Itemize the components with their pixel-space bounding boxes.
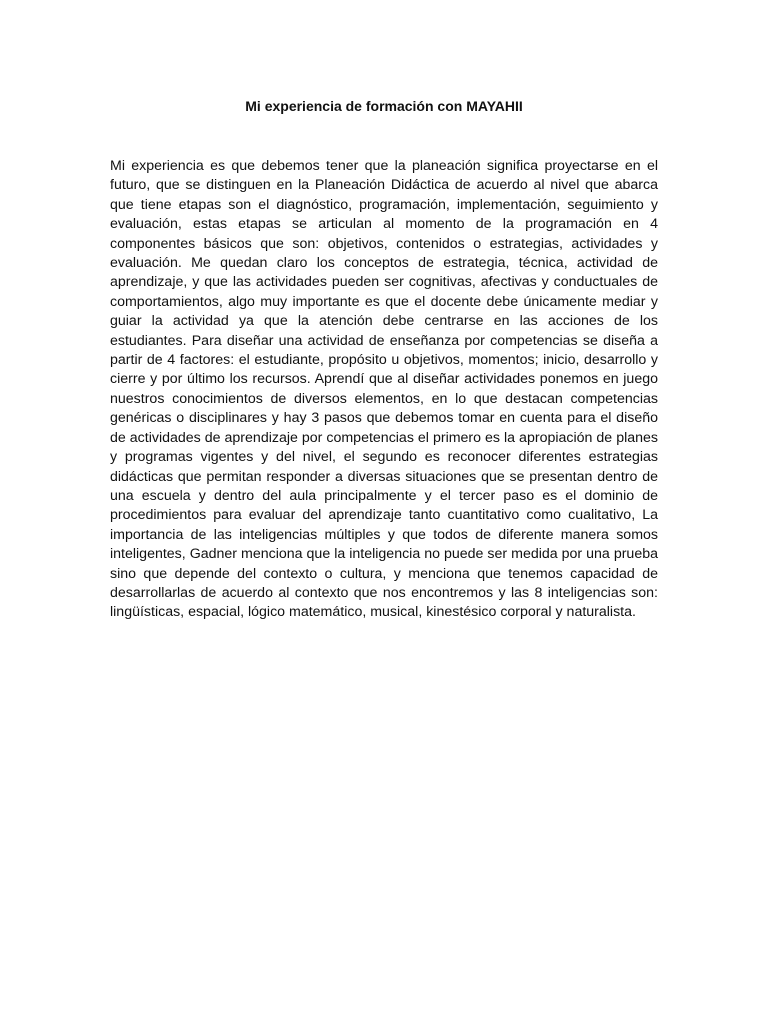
document-body-paragraph: Mi experiencia es que debemos tener que la planeación significa proyectarse en el futuro, que se distinguen en la Planeación Didáctica de acuerdo al nivel que abarca que tiene etapas son el diagnóstico, programación, implementación, seguimiento y evaluación, estas etapas se articulan al momento de la programación en 4 componentes básicos que son: objetivos, contenidos o estrategias, actividades y evaluación. Me quedan claro los conceptos de estrategia, técnica, actividad de aprendizaje, y que las actividades pueden ser cognitivas, afectivas y conductuales de comportamientos, algo muy importante es que el docente debe únicamente mediar y guiar la actividad ya que la atención debe centrarse en las acciones de los estudiantes. Para diseñar una actividad de enseñanza por competencias se diseña a partir de 4 factores: el estudiante, propósito u objetivos, momentos; inicio, desarrollo y cierre y por último los recursos. Aprendí que al diseñar actividades ponemos en juego nuestros conocimientos de diversos elementos, en lo que destacan competencias genéricas o disciplinares y hay 3 pasos que debemos tomar en cuenta para el diseño de actividades de aprendizaje por competencias el primero es la apropiación de planes y programas vigentes y del nivel, el segundo es reconocer diferentes estrategias didácticas que permitan responder a diversas situaciones que se presentan dentro de una escuela y dentro del aula principalmente y el tercer paso es el dominio de procedimientos para evaluar del aprendizaje tanto cuantitativo como cualitativo, La importancia de las inteligencias múltiples y que todos de diferente manera somos inteligentes, Gadner menciona que la inteligencia no puede ser medida por una prueba sino que depende del contexto o cultura, y menciona que tenemos capacidad de desarrollarlas de acuerdo al contexto que nos encontremos y las 8 inteligencias son: lingüísticas, espacial, lógico matemático, musical, kinestésico corporal y naturalista.	[110, 158, 658, 621]
document-title: Mi experiencia de formación con MAYAHII	[245, 98, 523, 114]
